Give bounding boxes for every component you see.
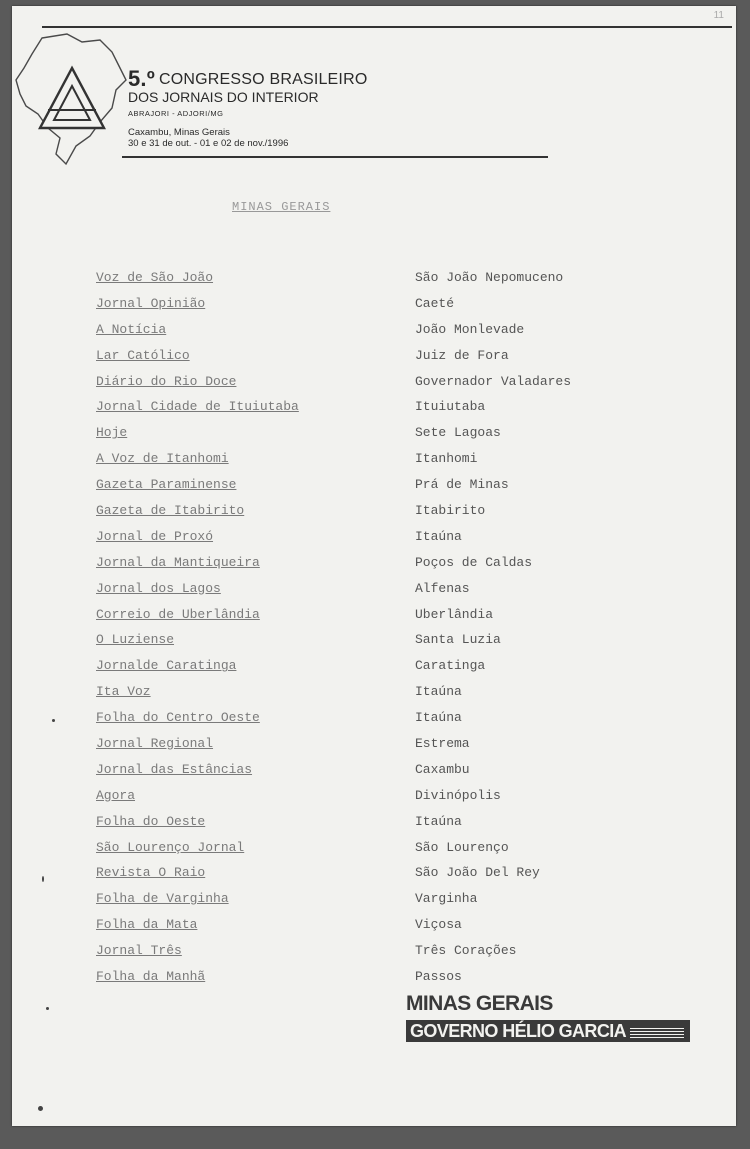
newspaper-city: São Lourenço [415, 839, 509, 855]
newspaper-city: São João Nepomuceno [415, 270, 564, 285]
newspaper-city: Três Corações [415, 943, 517, 959]
newspaper-city: Divinópolis [415, 787, 501, 803]
newspaper-name: Gazeta de Itabirito [96, 503, 245, 519]
newspaper-city: São João Del Rey [415, 865, 540, 881]
newspaper-city: Estrema [415, 736, 470, 752]
newspaper-city: Caxambu [415, 761, 470, 777]
newspaper-name: Jornal dos Lagos [96, 580, 221, 596]
newspaper-name: Jornal Três [96, 943, 182, 959]
newspaper-name: Voz de São João [96, 270, 214, 285]
newspaper-name: A Notícia [96, 321, 167, 337]
title-line1: CONGRESSO BRASILEIRO [158, 71, 368, 88]
newspaper-name: Lar Católico [96, 347, 190, 363]
newspaper-city: Itaúna [415, 528, 462, 544]
newspaper-name: Jornalde Caratinga [96, 658, 237, 674]
paper-speck [42, 876, 44, 882]
paper-speck [52, 719, 55, 722]
newspaper-city: Juiz de Fora [415, 347, 509, 363]
newspaper-city: Prá de Minas [415, 477, 509, 493]
newspaper-name: Revista O Raio [96, 865, 206, 881]
government-stamp [406, 992, 690, 1042]
newspaper-city: Alfenas [415, 580, 470, 596]
newspaper-city: Passos [415, 969, 462, 985]
newspaper-name: Hoje [96, 425, 128, 441]
newspaper-city: Governador Valadares [415, 373, 572, 389]
stamp-state: MINAS GERAIS [406, 992, 553, 1015]
newspaper-city: Viçosa [415, 917, 462, 933]
newspaper-name: Folha do Oeste [96, 813, 206, 829]
newspaper-name: Jornal Regional [96, 736, 214, 752]
newspaper-name-list [96, 268, 299, 993]
newspaper-city: Itaúna [415, 813, 462, 829]
event-dates: 30 e 31 de out. - 01 e 02 de nov./1996 [128, 138, 289, 149]
newspaper-name: Jornal Opinião [96, 295, 206, 311]
event-location [128, 127, 288, 149]
document-heading: MINAS GERAIS [232, 200, 331, 214]
newspaper-city: Sete Lagoas [415, 425, 501, 441]
congress-title [128, 66, 367, 118]
paper-speck [46, 1007, 49, 1010]
newspaper-city: Caeté [415, 295, 455, 311]
header-top-rule [42, 26, 732, 28]
page-mark: 11 [713, 10, 724, 21]
newspaper-name: Agora [96, 787, 136, 803]
newspaper-name: Correio de Uberlândia [96, 606, 260, 622]
newspaper-city: Itaúna [415, 710, 462, 726]
newspaper-name: Jornal Cidade de Ituiutaba [96, 399, 299, 415]
newspaper-name: O Luziense [96, 632, 175, 648]
stamp-fine-print-icon [630, 1026, 684, 1038]
newspaper-city: Itabirito [415, 503, 486, 519]
newspaper-name: Folha do Centro Oeste [96, 710, 260, 726]
newspaper-city: Itaúna [415, 684, 462, 700]
newspaper-name: Jornal de Proxó [96, 528, 214, 544]
newspaper-name: Jornal da Mantiqueira [96, 554, 260, 570]
newspaper-name: Folha da Manhã [96, 969, 206, 985]
newspaper-name: Folha da Mata [96, 917, 198, 933]
newspaper-city: João Monlevade [415, 321, 525, 337]
organizers: ABRAJORI - ADJORI/MG [128, 109, 224, 118]
newspaper-name: Diário do Rio Doce [96, 373, 237, 389]
event-city: Caxambu, Minas Gerais [128, 127, 230, 138]
newspaper-city-list [415, 268, 571, 993]
newspaper-name: São Lourenço Jornal [96, 839, 245, 855]
brazil-map-logo-icon [12, 28, 132, 168]
newspaper-city: Santa Luzia [415, 632, 501, 648]
newspaper-city: Varginha [415, 891, 478, 907]
stamp-government: GOVERNO HÉLIO GARCIA [410, 1021, 627, 1041]
document-page [12, 6, 736, 1126]
newspaper-city: Poços de Caldas [415, 554, 533, 570]
newspaper-city: Uberlândia [415, 606, 494, 622]
newspaper-name: Folha de Varginha [96, 891, 229, 907]
congress-number: 5.º [128, 66, 155, 91]
newspaper-name: Ita Voz [96, 684, 151, 700]
title-line2: DOS JORNAIS DO INTERIOR [128, 89, 319, 105]
newspaper-city: Itanhomi [415, 451, 478, 467]
newspaper-name: Jornal das Estâncias [96, 761, 253, 777]
stamp-government-band [406, 1020, 690, 1042]
newspaper-name: A Voz de Itanhomi [96, 451, 229, 467]
newspaper-name: Gazeta Paraminense [96, 477, 237, 493]
newspaper-city: Ituiutaba [415, 399, 486, 415]
paper-speck [38, 1106, 43, 1111]
newspaper-city: Caratinga [415, 658, 486, 674]
header-bottom-rule [122, 156, 548, 158]
